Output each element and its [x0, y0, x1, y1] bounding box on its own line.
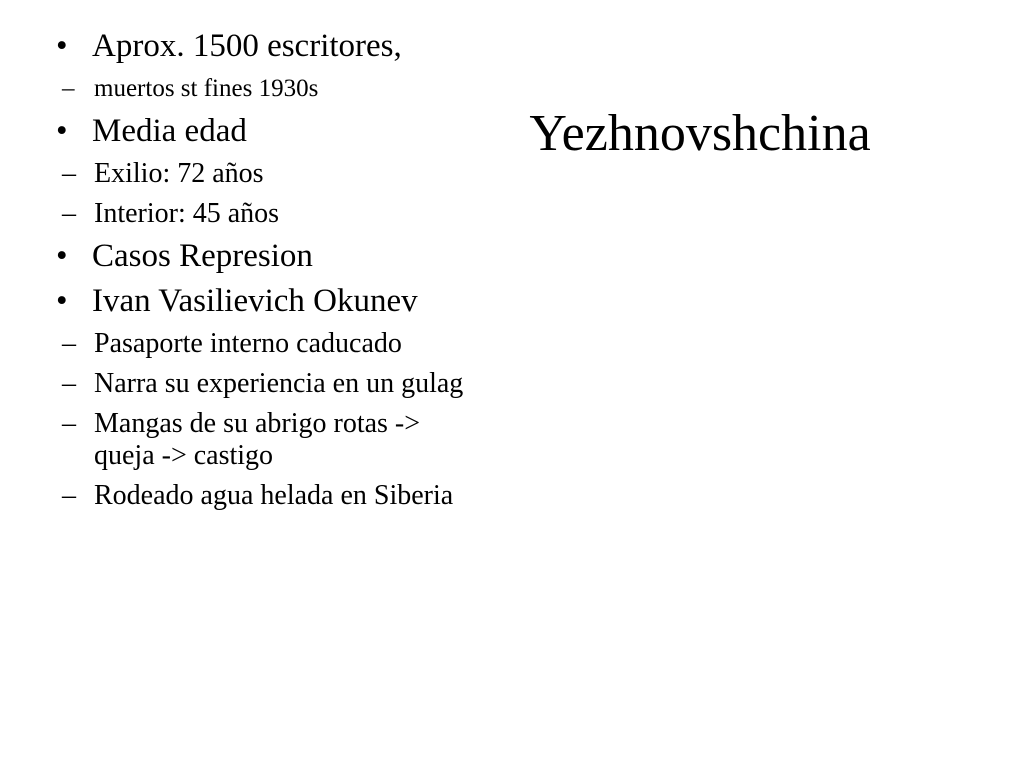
bullet-item — [50, 113, 470, 150]
sub-bullet-marker: – — [62, 198, 76, 229]
bullet-item — [50, 28, 470, 65]
sub-bullet-item — [8, 480, 470, 512]
sub-bullet-text: Rodeado agua helada en Siberia — [94, 480, 454, 511]
sub-bullet-item — [8, 198, 470, 230]
sub-bullet-marker: – — [62, 368, 76, 399]
bullet-item — [50, 283, 470, 320]
sub-bullet-item — [8, 368, 470, 400]
sub-bullet-text: Interior: 45 años — [94, 198, 280, 229]
bullet-list — [50, 28, 470, 520]
sub-bullet-item — [8, 73, 470, 105]
bullet-marker: • — [56, 113, 68, 149]
sub-bullet-text: Narra su experiencia en un gulag — [94, 368, 464, 399]
sub-bullet-item — [8, 158, 470, 190]
sub-bullet-marker: – — [62, 328, 76, 359]
bullet-text: Ivan Vasilievich Okunev — [92, 283, 418, 319]
sub-bullet-marker: – — [62, 480, 76, 511]
sub-bullet-text: Pasaporte interno caducado — [94, 328, 402, 359]
bullet-text: Casos Represion — [92, 238, 313, 274]
bullet-text: Media edad — [92, 113, 247, 149]
bullet-item — [50, 238, 470, 275]
sub-bullet-marker: – — [62, 158, 76, 189]
bullet-marker: • — [56, 283, 68, 319]
bullet-marker: • — [56, 238, 68, 274]
sub-bullet-text: muertos st fines 1930s — [94, 75, 319, 102]
sub-bullet-text: Mangas de su abrigo rotas -> queja -> castigo — [94, 408, 421, 471]
bullet-text: Aprox. 1500 escritores, — [92, 28, 402, 64]
slide-title: Yezhnovshchina — [529, 105, 871, 162]
sub-bullet-item — [8, 328, 470, 360]
bullet-marker: • — [56, 28, 68, 64]
sub-bullet-item — [8, 408, 470, 472]
sub-bullet-text: Exilio: 72 años — [94, 158, 264, 189]
sub-bullet-marker: – — [62, 75, 75, 102]
sub-bullet-marker: – — [62, 408, 76, 439]
